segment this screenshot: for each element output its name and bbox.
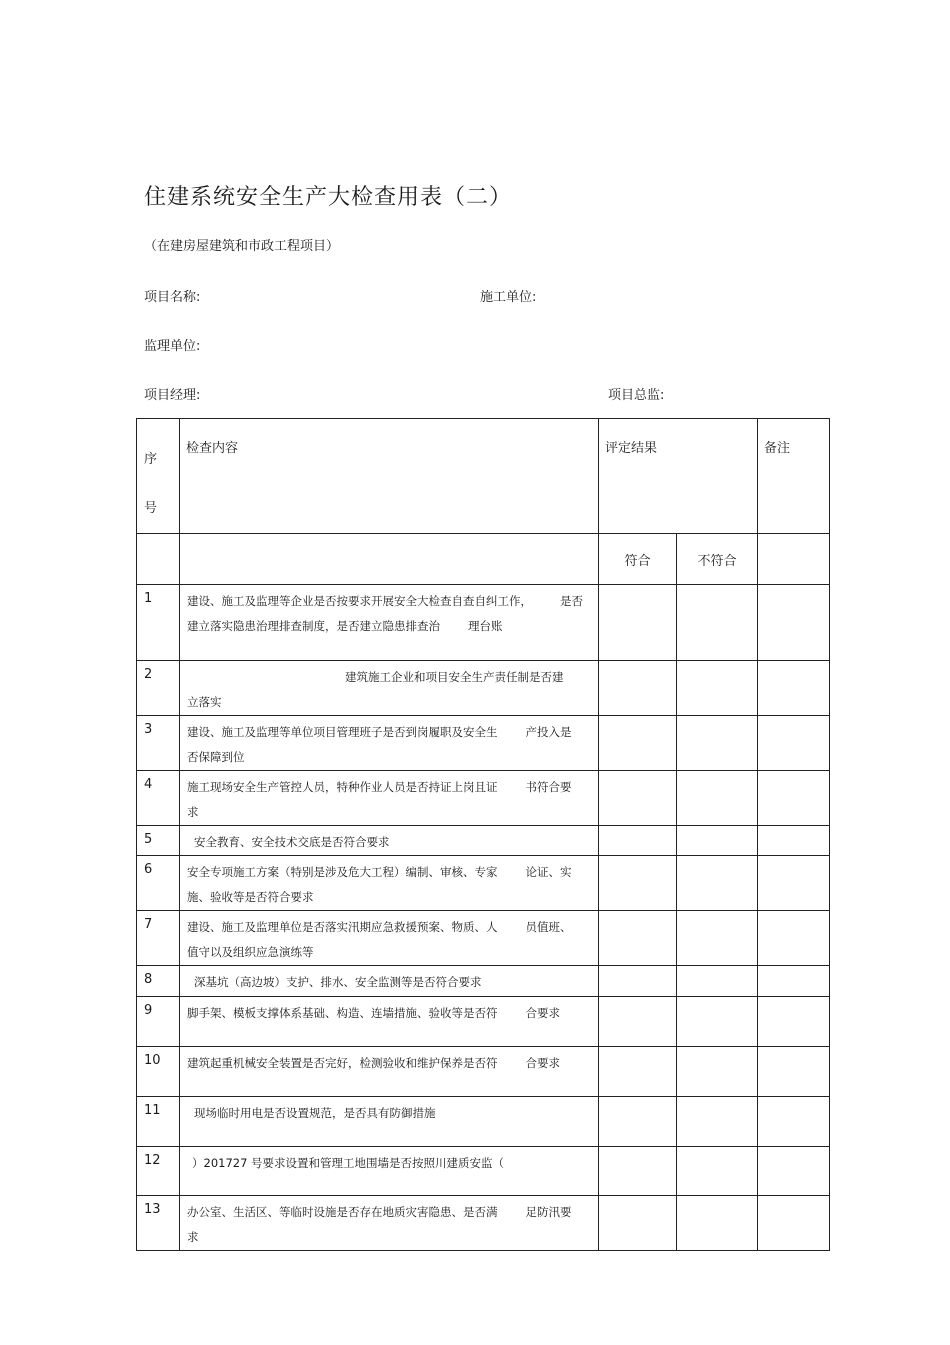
row-content: 施工现场安全生产管控人员，特种作业人员是否持证上岗且证 书符合要 求 <box>180 771 599 826</box>
table-subheader-row <box>137 534 830 585</box>
remark-cell[interactable] <box>758 856 830 911</box>
fail-cell[interactable] <box>677 716 758 771</box>
table-row <box>137 826 830 856</box>
pass-cell[interactable] <box>599 585 677 661</box>
row-number: 9 <box>137 997 180 1047</box>
table-row <box>137 1097 830 1147</box>
document-title: 住建系统安全生产大检查用表（二） <box>144 185 513 210</box>
pass-cell[interactable] <box>599 911 677 966</box>
pass-cell[interactable] <box>599 997 677 1047</box>
row-number: 7 <box>137 911 180 966</box>
row-content: 建筑施工企业和项目安全生产责任制是否建 立落实 <box>180 661 599 716</box>
table-row <box>137 1047 830 1097</box>
fail-cell[interactable] <box>677 997 758 1047</box>
table-row <box>137 1147 830 1196</box>
subheader-empty-cell <box>137 534 180 585</box>
remark-cell[interactable] <box>758 585 830 661</box>
header-serial-no: 序 号 <box>137 419 180 534</box>
table-header-row <box>137 419 830 534</box>
row-content: 深基坑（高边坡）支护、排水、安全监测等是否符合要求 <box>180 966 599 997</box>
table-row <box>137 585 830 661</box>
supervisor-unit-label: 监理单位: <box>144 339 201 354</box>
table-row <box>137 966 830 997</box>
fail-cell[interactable] <box>677 1047 758 1097</box>
fail-cell[interactable] <box>677 1147 758 1196</box>
document-subtitle: （在建房屋建筑和市政工程项目） <box>144 239 340 254</box>
chief-supervisor-label: 项目总监: <box>608 388 665 403</box>
table-row <box>137 911 830 966</box>
pass-cell[interactable] <box>599 1196 677 1251</box>
row-number: 11 <box>137 1097 180 1147</box>
pass-cell[interactable] <box>599 826 677 856</box>
remark-cell[interactable] <box>758 1196 830 1251</box>
fail-cell[interactable] <box>677 1097 758 1147</box>
pass-cell[interactable] <box>599 661 677 716</box>
fail-cell[interactable] <box>677 911 758 966</box>
row-number: 5 <box>137 826 180 856</box>
pass-cell[interactable] <box>599 1147 677 1196</box>
row-content: 建筑起重机械安全装置是否完好，检测验收和维护保养是否符 合要求 <box>180 1047 599 1097</box>
row-content: 办公室、生活区、等临时设施是否存在地质灾害隐患、是否满 足防汛要 求 <box>180 1196 599 1251</box>
fail-cell[interactable] <box>677 1196 758 1251</box>
row-content: 安全教育、安全技术交底是否符合要求 <box>180 826 599 856</box>
table-row <box>137 856 830 911</box>
header-fail: 不符合 <box>677 534 758 585</box>
table-row <box>137 997 830 1047</box>
row-number: 3 <box>137 716 180 771</box>
remark-cell[interactable] <box>758 911 830 966</box>
fail-cell[interactable] <box>677 771 758 826</box>
pass-cell[interactable] <box>599 1047 677 1097</box>
row-content: 建设、施工及监理等单位项目管理班子是否到岗履职及安全生 产投入是 否保障到位 <box>180 716 599 771</box>
remark-cell[interactable] <box>758 661 830 716</box>
pass-cell[interactable] <box>599 716 677 771</box>
remark-cell[interactable] <box>758 771 830 826</box>
remark-cell[interactable] <box>758 1147 830 1196</box>
table-row <box>137 661 830 716</box>
header-remark: 备注 <box>758 419 830 534</box>
remark-cell[interactable] <box>758 1047 830 1097</box>
remark-cell[interactable] <box>758 716 830 771</box>
row-content: 建设、施工及监理单位是否落实汛期应急救援预案、物质、人 员值班、 值守以及组织应急演练等 <box>180 911 599 966</box>
remark-cell[interactable] <box>758 1097 830 1147</box>
pass-cell[interactable] <box>599 966 677 997</box>
row-number: 13 <box>137 1196 180 1251</box>
subheader-empty-cell <box>758 534 830 585</box>
row-number: 10 <box>137 1047 180 1097</box>
remark-cell[interactable] <box>758 826 830 856</box>
table-row <box>137 771 830 826</box>
row-content: 脚手架、模板支撑体系基础、构造、连墙措施、验收等是否符 合要求 <box>180 997 599 1047</box>
header-content: 检查内容 <box>180 419 599 534</box>
remark-cell[interactable] <box>758 966 830 997</box>
row-number: 12 <box>137 1147 180 1196</box>
row-number: 6 <box>137 856 180 911</box>
row-content: 现场临时用电是否设置规范，是否具有防御措施 <box>180 1097 599 1147</box>
row-number: 8 <box>137 966 180 997</box>
fail-cell[interactable] <box>677 856 758 911</box>
pass-cell[interactable] <box>599 856 677 911</box>
row-number: 1 <box>137 585 180 661</box>
row-number: 4 <box>137 771 180 826</box>
row-content: 建设、施工及监理等企业是否按要求开展安全大检查自查自纠工作， 是否 建立落实隐患治理排查制度，是否建立隐患排查治 理台账 <box>180 585 599 661</box>
pass-cell[interactable] <box>599 1097 677 1147</box>
table-row <box>137 716 830 771</box>
remark-cell[interactable] <box>758 997 830 1047</box>
fail-cell[interactable] <box>677 661 758 716</box>
row-content: ）201727 号要求设置和管理工地围墙是否按照川建质安监（ <box>180 1147 599 1196</box>
project-name-label: 项目名称: <box>144 290 201 305</box>
subheader-empty-cell <box>180 534 599 585</box>
fail-cell[interactable] <box>677 585 758 661</box>
contractor-label: 施工单位: <box>480 290 537 305</box>
inspection-table <box>136 418 830 1251</box>
header-result: 评定结果 <box>599 419 758 534</box>
row-number: 2 <box>137 661 180 716</box>
pass-cell[interactable] <box>599 771 677 826</box>
fail-cell[interactable] <box>677 826 758 856</box>
header-pass: 符合 <box>599 534 677 585</box>
row-content: 安全专项施工方案（特别是涉及危大工程）编制、审核、专家 论证、实 施、验收等是否符合要求 <box>180 856 599 911</box>
project-manager-label: 项目经理: <box>144 388 201 403</box>
table-row <box>137 1196 830 1251</box>
fail-cell[interactable] <box>677 966 758 997</box>
